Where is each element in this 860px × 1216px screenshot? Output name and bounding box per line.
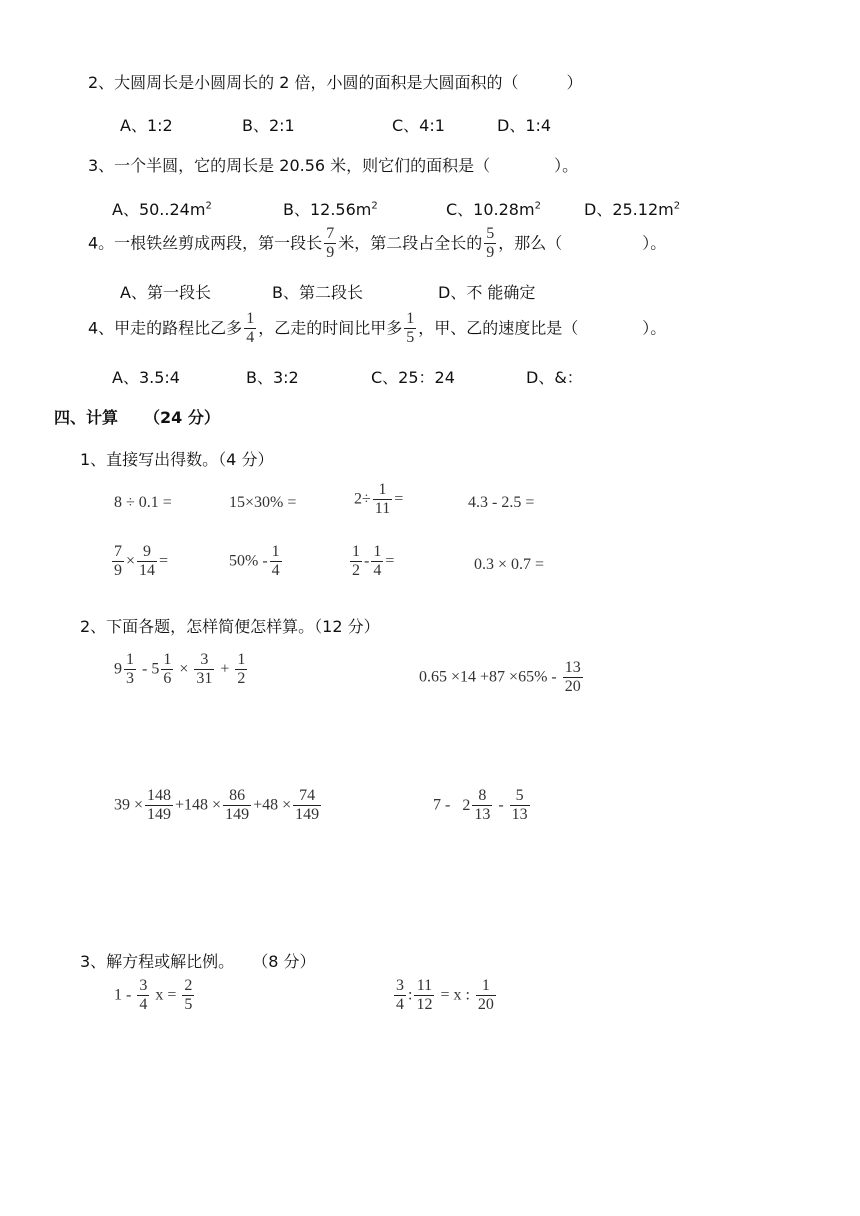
- q3-option-d: D、$25.12m^2$: [584, 200, 681, 219]
- q2-option-a: A、1:2: [120, 116, 173, 135]
- q2-option-c: C、4:1: [392, 116, 445, 135]
- fraction: $\frac{5}{9}$: [486, 225, 495, 262]
- expr-1: 8 ÷ 0.1 =: [114, 494, 172, 511]
- equation-2: $\frac{3}{4}$ : $\frac{11}{12}$ = x : $\frac{1}{20}$: [396, 977, 494, 1014]
- q4a-option-d: D、不 能确定: [438, 283, 536, 302]
- expr-2: 15×30% =: [229, 494, 297, 511]
- equation-1: 1 - $\frac{3}{4}$ x = $\frac{2}{5}$: [114, 977, 193, 1014]
- q2-option-d: D、1:4: [497, 116, 552, 135]
- question-3-text: 3、一个半圆，它的周长是 20.56 米，则它们的面积是（ ）。: [88, 156, 579, 175]
- part-2-title: 2、下面各题，怎样简便怎样算。（12 分）: [80, 617, 380, 636]
- problem-4: 7 - 2 $\frac{8}{13}$ - $\frac{5}{13}$: [433, 787, 528, 824]
- question-2-text: 2、大圆周长是小圆周长的 2 倍，小圆的面积是大圆面积的（ ）: [88, 73, 583, 92]
- part-1-title: 1、直接写出得数。（4 分）: [80, 450, 274, 469]
- q4b-option-a: A、3.5:4: [112, 368, 180, 387]
- problem-2: 0.65 ×14 +87 ×65% - $\frac{13}{20}$: [419, 659, 581, 696]
- part-3-title: 3、解方程或解比例。 （8 分）: [80, 952, 316, 971]
- q2-option-b: B、2:1: [242, 116, 295, 135]
- fraction: $\frac{1}{4}$: [246, 310, 255, 347]
- q3-option-a: A、$50..24m^2$: [112, 200, 212, 219]
- expr-7: $\frac{1}{2}$ - $\frac{1}{4}$ =: [352, 543, 395, 580]
- q3-option-b: B、$12.56m^2$: [283, 200, 378, 219]
- q4b-option-b: B、3:2: [246, 368, 299, 387]
- problem-3: 39 × $\frac{148}{149}$ +148 × $\frac{86}{149}$ +48 × $\frac{74}{149}$: [114, 787, 320, 824]
- q4a-option-a: A、第一段长: [120, 283, 211, 302]
- q4b-option-c: C、25：24: [371, 368, 455, 387]
- fraction: $\frac{7}{9}$: [326, 225, 335, 262]
- expr-3: 2÷ $\frac{1}{11}$ =: [354, 481, 404, 518]
- section-heading: 四、计算 （24 分）: [54, 408, 220, 427]
- problem-1: 9 $\frac{1}{3}$ - 5 $\frac{1}{6}$ × $\frac{3}{31}$ + $\frac{1}{2}$: [114, 651, 246, 688]
- q3-option-c: C、$10.28m^2$: [446, 200, 541, 219]
- q4a-option-b: B、第二段长: [272, 283, 363, 302]
- fraction: $\frac{1}{5}$: [406, 310, 415, 347]
- expr-5: $\frac{7}{9}$ × $\frac{9}{14}$ =: [114, 543, 169, 580]
- expr-8: 0.3 × 0.7 =: [474, 556, 545, 573]
- question-4b-text: 4、甲走的路程比乙多 $\frac{1}{4}$ ，乙走的时间比甲多 $\frac{1}{5}$ ，甲、乙的速度比是（ ）。: [88, 310, 667, 347]
- question-4a-text: 4。一根铁丝剪成两段，第一段长 $\frac{7}{9}$ 米，第二段占全长的 $\frac{5}{9}$ ，那么（ ）。: [88, 225, 667, 262]
- q4b-option-d: D、&：: [526, 368, 583, 387]
- expr-4: 4.3 - 2.5 =: [468, 494, 535, 511]
- expr-6: 50% - $\frac{1}{4}$: [229, 543, 280, 580]
